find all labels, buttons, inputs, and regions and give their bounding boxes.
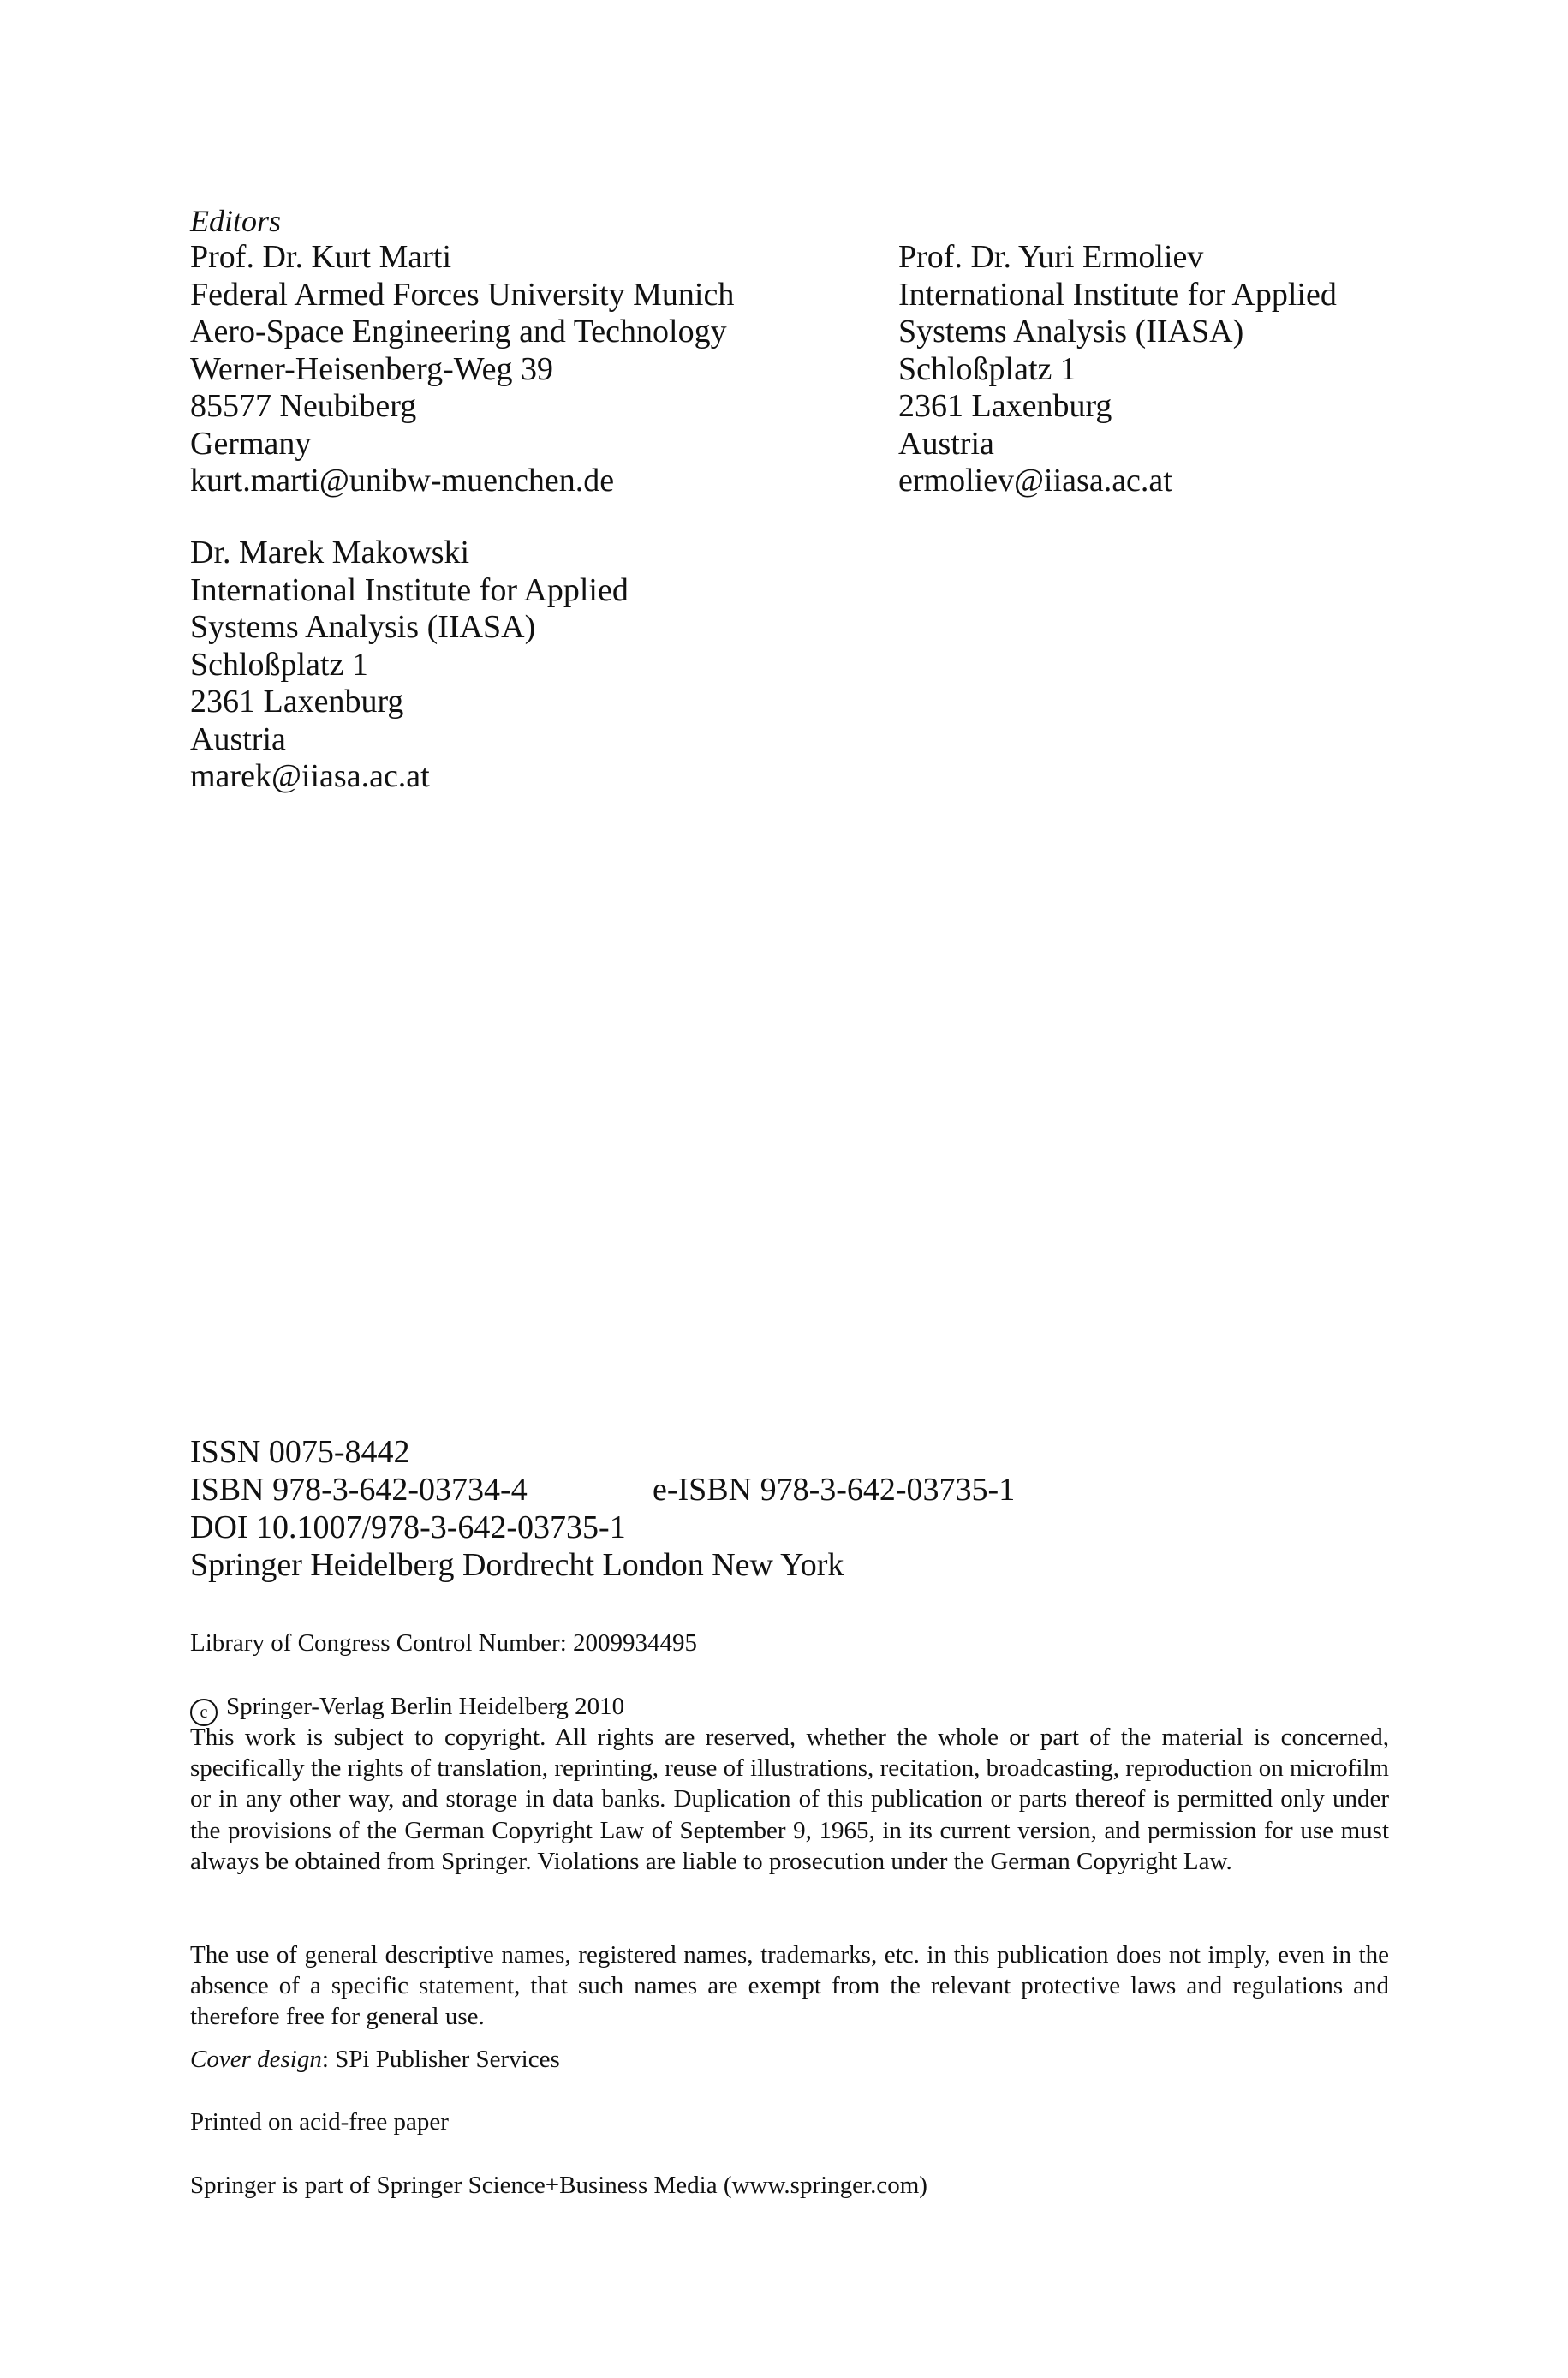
- editor-name: Prof. Dr. Kurt Marti: [190, 239, 452, 275]
- editor-affiliation: Federal Armed Forces University Munich: [190, 276, 735, 313]
- editor-affiliation-cont: Systems Analysis (IIASA): [898, 314, 1244, 350]
- editors-heading: Editors: [190, 204, 282, 238]
- editor-city: 85577 Neubiberg: [190, 388, 417, 424]
- trademark-paragraph: The use of general descriptive names, registered names, trademarks, etc. in this publication does not imply, even in the absence of a specific statement, that such names are exempt from the relevant protective laws and regulations and therefore free for general use.: [190, 1941, 1389, 2031]
- editor-country: Germany: [190, 425, 312, 462]
- editor-email: kurt.marti@unibw-muenchen.de: [190, 463, 615, 499]
- editor-address-marti: [190, 239, 734, 500]
- editor-email: marek@iiasa.ac.at: [190, 758, 430, 794]
- copyright-holder: Springer-Verlag Berlin Heidelberg 2010: [226, 1693, 625, 1720]
- editor-affiliation: International Institute for Applied: [190, 571, 629, 608]
- editor-street: Schloßplatz 1: [898, 350, 1076, 387]
- editor-affiliation-cont: Systems Analysis (IIASA): [190, 609, 536, 645]
- editor-city: 2361 Laxenburg: [190, 684, 404, 720]
- lccn: Library of Congress Control Number: 2009934495: [190, 1629, 698, 1657]
- editor-department: Aero-Space Engineering and Technology: [190, 314, 727, 350]
- editor-email: ermoliev@iiasa.ac.at: [898, 463, 1172, 499]
- editor-street: Schloßplatz 1: [190, 646, 368, 683]
- editor-country: Austria: [190, 720, 286, 757]
- editor-address-makowski: [190, 535, 629, 796]
- cover-design-label: Cover design: [190, 2046, 322, 2073]
- springer-note: Springer is part of Springer Science+Business Media (www.springer.com): [190, 2172, 927, 2199]
- doi: DOI 10.1007/978-3-642-03735-1: [190, 1509, 626, 1545]
- isbn: ISBN 978-3-642-03734-4: [190, 1472, 528, 1508]
- editor-city: 2361 Laxenburg: [898, 388, 1112, 424]
- publisher-locations: Springer Heidelberg Dordrecht London New York: [190, 1547, 844, 1583]
- editor-street: Werner-Heisenberg-Weg 39: [190, 350, 553, 387]
- editor-country: Austria: [898, 425, 994, 462]
- cover-design-value: : SPi Publisher Services: [321, 2046, 560, 2073]
- editor-name: Dr. Marek Makowski: [190, 535, 470, 571]
- editor-name: Prof. Dr. Yuri Ermoliev: [898, 239, 1204, 275]
- e-isbn: e-ISBN 978-3-642-03735-1: [653, 1472, 1016, 1508]
- issn: ISSN 0075-8442: [190, 1434, 410, 1470]
- editor-address-ermoliev: [898, 239, 1337, 500]
- copyright-line: [190, 1691, 624, 1726]
- copyright-paragraph: This work is subject to copyright. All rights are reserved, whether the whole or part of the material is concerned, specifically the rights of translation, reprinting, reuse of illustrations, recitation, broadcasting, reproduction on microfilm or in any other way, and storage in data banks. Duplication of this publication or parts thereof is permitted only under the provisions of the German Copyright Law of September 9, 1965, in its current version, and permission for use must always be obtained from Springer. Violations are liable to prosecution under the German Copyright Law.: [190, 1724, 1389, 1875]
- editor-affiliation: International Institute for Applied: [898, 276, 1337, 313]
- copyright-icon: c: [190, 1699, 218, 1726]
- cover-design: [190, 2044, 560, 2075]
- printed-note: Printed on acid-free paper: [190, 2108, 449, 2136]
